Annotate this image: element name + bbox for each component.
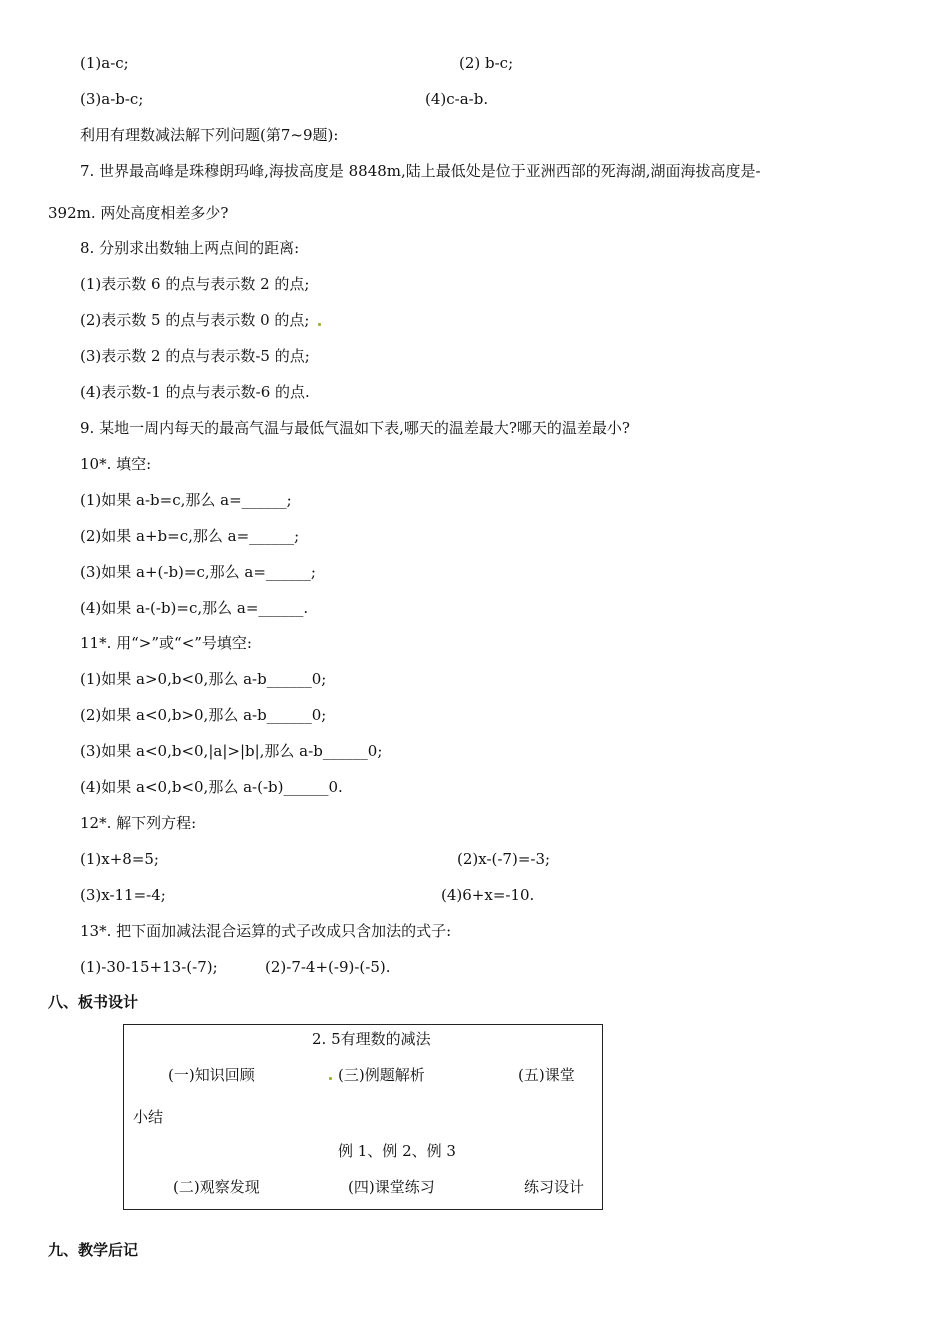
section-heading-board-design: 八、板书设计 [48,993,139,1011]
board-item-observation: (二)观察发现 [173,1178,260,1196]
question-11-part-4: (4)如果 a<0,b<0,那么 a-(-b)______0. [80,778,343,796]
question-10: 10*. 填空: [80,455,152,473]
question-8-part-3: (3)表示数 2 的点与表示数-5 的点; [80,347,310,365]
speck-mark [318,323,321,326]
exercise-part-4: (4)c-a-b. [425,90,489,108]
board-item-class-practice: (四)课堂练习 [348,1178,435,1196]
exercise-part-3: (3)a-b-c; [80,90,144,108]
board-item-practice-design: 练习设计 [524,1178,585,1196]
board-item-class-summary-cont: 小结 [133,1108,164,1126]
question-11-part-3: (3)如果 a<0,b<0,|a|>|b|,那么 a-b______0; [80,742,383,760]
board-design-box [123,1024,603,1210]
section-heading-teaching-notes: 九、教学后记 [48,1241,139,1259]
question-10-part-4: (4)如果 a-(-b)=c,那么 a=______. [80,599,309,617]
exercise-part-2: (2) b-c; [459,54,514,72]
question-12-part-1: (1)x+8=5; [80,850,159,868]
section-intro: 利用有理数减法解下列问题(第7~9题): [80,126,339,144]
question-8: 8. 分别求出数轴上两点间的距离: [80,239,300,257]
question-11-part-2: (2)如果 a<0,b>0,那么 a-b______0; [80,706,327,724]
question-12-part-3: (3)x-11=-4; [80,886,166,904]
question-12-part-2: (2)x-(-7)=-3; [457,850,551,868]
question-7-line-2: 392m. 两处高度相差多少? [48,204,229,222]
exercise-part-1: (1)a-c; [80,54,129,72]
question-12-part-4: (4)6+x=-10. [441,886,535,904]
question-8-part-1: (1)表示数 6 的点与表示数 2 的点; [80,275,310,293]
question-11: 11*. 用“>”或“<”号填空: [80,634,252,652]
question-10-part-2: (2)如果 a+b=c,那么 a=______; [80,527,300,545]
question-12: 12*. 解下列方程: [80,814,197,832]
speck-mark [329,1077,332,1080]
board-item-class-summary: (五)课堂 [518,1066,575,1084]
question-10-part-1: (1)如果 a-b=c,那么 a=______; [80,491,292,509]
question-13-part-1: (1)-30-15+13-(-7); [80,958,218,976]
board-title: 2. 5有理数的减法 [312,1030,431,1048]
question-10-part-3: (3)如果 a+(-b)=c,那么 a=______; [80,563,316,581]
question-9: 9. 某地一周内每天的最高气温与最低气温如下表,哪天的温差最大?哪天的温差最小? [80,419,630,437]
question-7-line-1: 7. 世界最高峰是珠穆朗玛峰,海拔高度是 8848m,陆上最低处是位于亚洲西部的死海湖,湖面海拔高度是- [80,162,761,180]
board-item-knowledge-review: (一)知识回顾 [168,1066,255,1084]
question-13: 13*. 把下面加减法混合运算的式子改成只含加法的式子: [80,922,452,940]
question-13-part-2: (2)-7-4+(-9)-(-5). [265,958,391,976]
board-examples: 例 1、例 2、例 3 [338,1142,456,1160]
question-8-part-2: (2)表示数 5 的点与表示数 0 的点; [80,311,310,329]
question-8-part-4: (4)表示数-1 的点与表示数-6 的点. [80,383,310,401]
question-11-part-1: (1)如果 a>0,b<0,那么 a-b______0; [80,670,327,688]
board-item-example-analysis: (三)例题解析 [338,1066,425,1084]
